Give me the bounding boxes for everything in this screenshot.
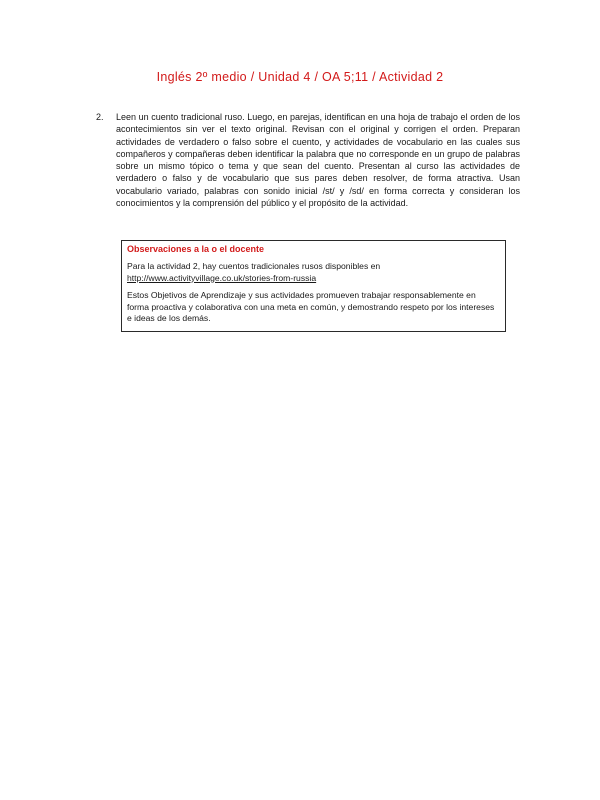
page-title: Inglés 2º medio / Unidad 4 / OA 5;11 / Actividad 2 — [156, 70, 444, 84]
activity-text: Leen un cuento tradicional ruso. Luego, en parejas, identifican en una hoja de trabajo el orden de los acontecimientos sin ver el texto original. Revisan con el original y corrigen el orden. Preparan actividades de verdadero o falso sobre el cuento, y actividades de vocabulario en las cuales sus compañeros y compañeras deben identificar la palabra que no corresponde en un grupo de palabras sobre un mismo tópico o tema y que sean del cuento. Presentan al curso las actividades de verdadero o falso y de vocabulario que sus pares deben resolver, de forma atractiva. Usan vocabulario variado, palabras con sonido inicial /st/ y /sd/ en forma correcta y consideran los conocimientos y la comprensión del público y el propósito de la actividad. — [116, 112, 520, 209]
resources-link[interactable]: http://www.activityvillage.co.uk/stories-from-russia — [127, 272, 317, 283]
activity-number: 2. — [96, 112, 104, 122]
resources-text: Para la actividad 2, hay cuentos tradicionales rusos disponibles en — [127, 261, 381, 272]
teacher-notes-heading: Observaciones a la o el docente — [127, 244, 265, 254]
activity-item — [90, 111, 520, 209]
objectives-text: Estos Objetivos de Aprendizaje y sus actividades promueven trabajar responsablemente en forma proactiva y colaborativa con una meta en común, y demostrando respeto por los intereses e ideas de los demás. — [127, 290, 495, 324]
teacher-notes-box — [121, 240, 506, 332]
